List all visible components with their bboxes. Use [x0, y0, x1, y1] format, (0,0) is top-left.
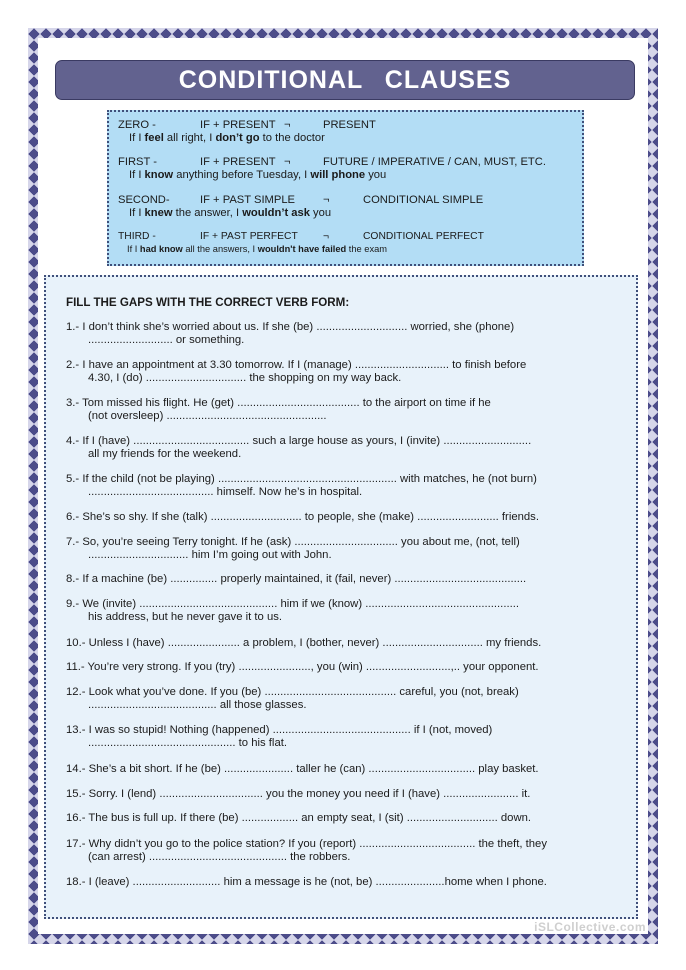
- rule-condition: IF + PRESENT: [200, 156, 276, 168]
- rule-example: If I feel all right, I don’t go to the doctor: [129, 132, 325, 144]
- exercise-item: 5.- If the child (not be playing) ......................................................... with matches, he (not burn) ........................................ himself. Now he’s in hospital.: [66, 473, 537, 498]
- exercise-item: 8.- If a machine (be) ............... properly maintained, it (fail, never) ..........................................: [66, 573, 527, 585]
- exercise-item: 14.- She’s a bit short. If he (be) ...................... taller he (can) .................................. play basket.: [66, 763, 539, 775]
- exercise-item: 16.- The bus is full up. If there (be) .................. an empty seat, I (sit) ............................. down.: [66, 812, 532, 824]
- rule-example: If I know anything before Tuesday, I will phone you: [129, 169, 387, 181]
- exercise-item: 2.- I have an appointment at 3.30 tomorrow. If I (manage) .............................. to finish before 4.30, I (do) ................................ the shopping on my way back.: [66, 359, 527, 384]
- exercise-item: 6.- She’s so shy. If she (talk) ............................. to people, she (make) .......................... friends.: [66, 511, 539, 523]
- rule-result: FUTURE / IMPERATIVE / CAN, MUST, ETC.: [323, 156, 546, 168]
- rules-summary-box: [107, 110, 584, 266]
- rule-type: ZERO -: [118, 119, 156, 131]
- rule-example: If I had know all the answers, I wouldn't have failed the exam: [127, 244, 388, 254]
- rule-type: FIRST -: [118, 156, 157, 168]
- exercise-item: 7.- So, you’re seeing Terry tonight. If he (ask) ................................. you about me, (not, tell) ................................ him I’m going out with John.: [66, 536, 520, 561]
- exercise-item: 10.- Unless I (have) ....................... a problem, I (bother, never) ................................ my friends.: [66, 637, 542, 649]
- rule-condition: IF + PRESENT: [200, 119, 276, 131]
- exercise-item: 11.- You’re very strong. If you (try) ......................., you (win) ...........................,.. your opponent.: [66, 661, 539, 673]
- exercise-item: 3.- Tom missed his flight. He (get) ....................................... to the airport on time if he (not oversleep) ...................................................: [66, 397, 491, 422]
- rule-result: CONDITIONAL SIMPLE: [363, 194, 484, 206]
- arrow-symbol: ¬: [284, 119, 291, 131]
- exercise-item: 15.- Sorry. I (lend) ................................. you the money you need if I (have) ........................ it.: [66, 788, 531, 800]
- page-title: CONDITIONAL CLAUSES: [178, 66, 512, 94]
- arrow-symbol: ¬: [323, 231, 330, 242]
- rule-condition: IF + PAST SIMPLE: [200, 194, 296, 206]
- exercise-item: 17.- Why didn’t you go to the police station? If you (report) ..................................... the theft, they (can arrest) ............................................ the robbers.: [66, 838, 547, 863]
- exercise-item: 9.- We (invite) ............................................ him if we (know) ................................................. his address, but he never gave it to us.: [66, 598, 520, 623]
- exercise-item: 13.- I was so stupid! Nothing (happened) ............................................ if I (not, moved) ............................................... to his flat.: [66, 724, 493, 749]
- arrow-symbol: ¬: [323, 194, 330, 206]
- rule-type: SECOND-: [118, 194, 170, 206]
- exercise-item: 1.- I don’t think she’s worried about us. If she (be) ............................. worried, she (phone) ........................... or something.: [66, 321, 515, 346]
- rule-result: PRESENT: [323, 119, 376, 131]
- exercise-instructions: FILL THE GAPS WITH THE CORRECT VERB FORM:: [66, 296, 350, 309]
- rule-example: If I knew the answer, I wouldn’t ask you: [129, 207, 332, 219]
- exercise-item: 18.- I (leave) ............................ him a message is he (not, be) ......................home when I phone.: [66, 876, 547, 888]
- rule-result: CONDITIONAL PERFECT: [363, 231, 484, 242]
- exercise-item: 4.- If I (have) ..................................... such a large house as yours, I (invite) ............................ all my friends for the weekend.: [66, 435, 532, 460]
- rule-condition: IF + PAST PERFECT: [200, 231, 298, 242]
- exercise-item: 12.- Look what you’ve done. If you (be) .......................................... careful, you (not, break) ......................................... all those glasses.: [66, 686, 519, 711]
- watermark: iSLCollective.com: [534, 920, 646, 934]
- arrow-symbol: ¬: [284, 156, 291, 168]
- rule-type: THIRD -: [118, 231, 156, 242]
